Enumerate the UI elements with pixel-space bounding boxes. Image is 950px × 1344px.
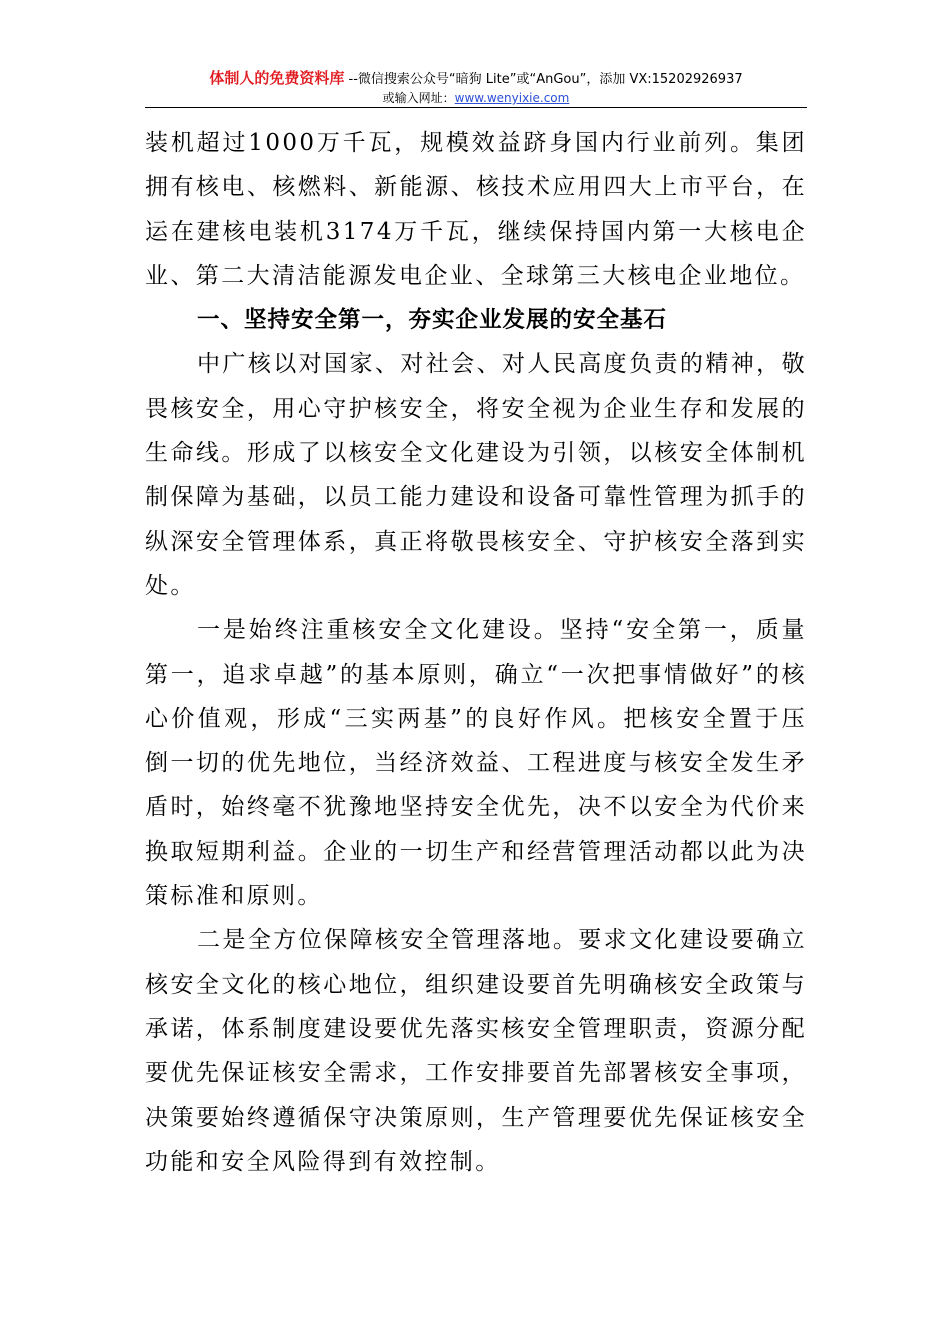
intro-paragraph: 装机超过1000万千瓦，规模效益跻身国内行业前列。集团拥有核电、核燃料、新能源、核技术应用四大上市平台，在运在建核电装机3174万千瓦，继续保持国内第一大核电企业、第二大清洁能源发电企业、全球第三大核电企业地位。 [145, 130, 807, 289]
header-url-line [145, 90, 807, 107]
header-url-prefix: 或输入网址： [382, 91, 455, 105]
header-promo-line [145, 68, 807, 90]
header-divider [145, 107, 807, 108]
body-paragraph-1: 中广核以对国家、对社会、对人民高度负责的精神，敬畏核安全，用心守护核安全，将安全视为企业生存和发展的生命线。形成了以核安全文化建设为引领，以核安全体制机制保障为基础，以员工能力建设和设备可靠性管理为抓手的纵深安全管理体系，真正将敬畏核安全、守护核安全落到实处。 [145, 351, 807, 599]
header-info: --微信搜索公众号“暗狗 Lite”或“AnGou”，添加 VX:15202926937 [344, 72, 743, 87]
section-heading: 一、坚持安全第一，夯实企业发展的安全基石 [197, 307, 668, 334]
document-body [145, 121, 807, 1184]
page-header [145, 68, 807, 107]
body-paragraph-2: 一是始终注重核安全文化建设。坚持“安全第一，质量第一，追求卓越”的基本原则，确立“一次把事情做好”的核心价值观，形成“三实两基”的良好作风。把核安全置于压倒一切的优先地位，当经济效益、工程进度与核安全发生矛盾时，始终毫不犹豫地坚持安全优先，决不以安全为代价来换取短期利益。企业的一切生产和经营管理活动都以此为决策标准和原则。 [145, 617, 807, 910]
header-url-link[interactable]: www.wenyixie.com [454, 91, 570, 105]
header-brand: 体制人的免费资料库 [209, 69, 345, 87]
body-paragraph-3: 二是全方位保障核安全管理落地。要求文化建设要确立核安全文化的核心地位，组织建设要首先明确核安全政策与承诺，体系制度建设要优先落实核安全管理职责，资源分配要优先保证核安全需求，工作安排要首先部署核安全事项，决策要始终遵循保守决策原则，生产管理要优先保证核安全功能和安全风险得到有效控制。 [145, 927, 807, 1175]
